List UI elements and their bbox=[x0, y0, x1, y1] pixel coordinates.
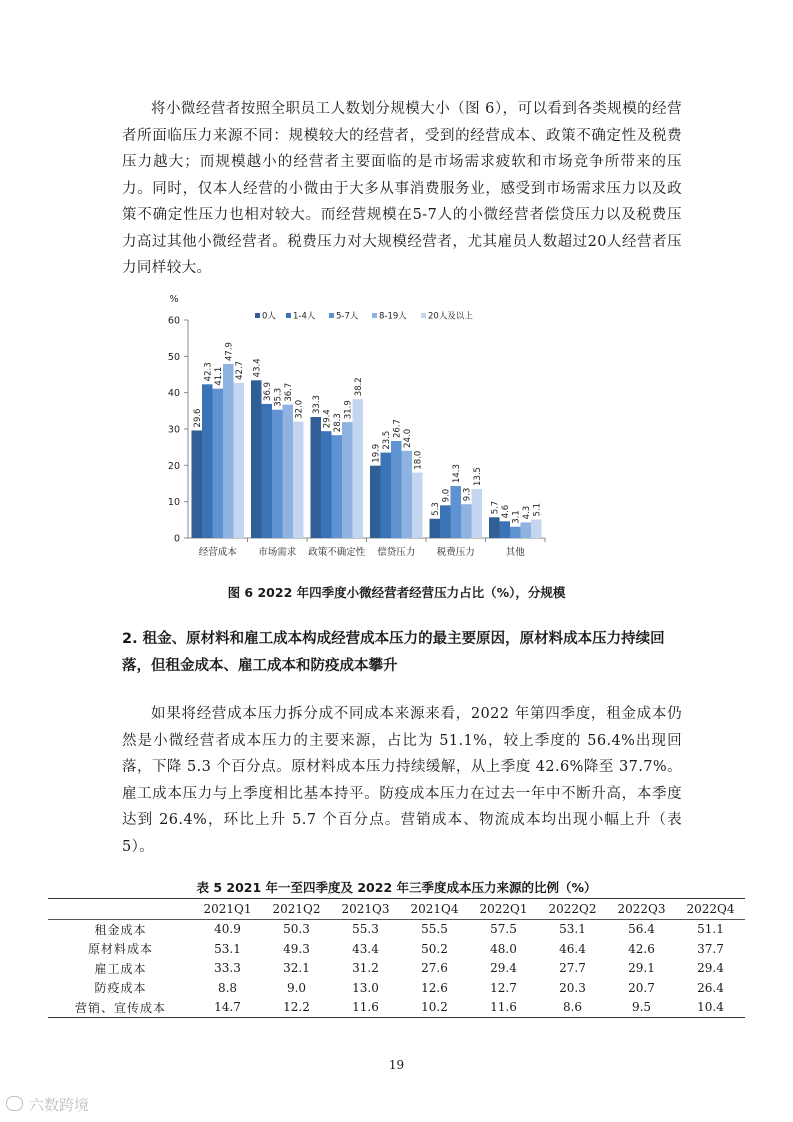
y-axis-label: % bbox=[169, 294, 179, 305]
table-header-cell: 2021Q4 bbox=[400, 899, 469, 920]
data-label: 43.4 bbox=[252, 358, 263, 378]
table-row-label: 营销、宣传成本 bbox=[74, 1000, 166, 1015]
bar bbox=[213, 389, 224, 538]
page-number: 19 bbox=[388, 1058, 405, 1072]
table-cell: 10.2 bbox=[421, 1000, 448, 1015]
bar bbox=[510, 527, 521, 538]
table-cell: 33.3 bbox=[214, 961, 241, 976]
data-label: 5.3 bbox=[430, 502, 441, 516]
data-label: 9.3 bbox=[462, 487, 473, 502]
bar bbox=[391, 441, 402, 538]
table-header-cell: 2021Q1 bbox=[193, 899, 262, 920]
table-row bbox=[48, 978, 745, 998]
legend-label: 20人及以上 bbox=[428, 311, 473, 322]
bar bbox=[353, 399, 364, 538]
table-cell: 40.9 bbox=[214, 922, 241, 937]
table-cell: 10.4 bbox=[697, 1000, 724, 1015]
table-row bbox=[48, 959, 745, 979]
table-cell: 29.4 bbox=[697, 961, 724, 976]
table-header-cell: 2022Q1 bbox=[469, 899, 538, 920]
table-cell: 13.0 bbox=[352, 980, 379, 995]
data-label: 23.5 bbox=[381, 430, 392, 450]
table-row bbox=[48, 998, 745, 1018]
table-cell: 29.4 bbox=[490, 961, 517, 976]
table-row bbox=[48, 939, 745, 959]
x-tick-label: 偿贷压力 bbox=[377, 547, 416, 558]
table-row-label: 防疫成本 bbox=[94, 981, 147, 996]
data-label: 29.4 bbox=[322, 409, 333, 429]
data-label: 18.0 bbox=[413, 450, 424, 470]
bar bbox=[461, 504, 472, 538]
legend-label: 1-4人 bbox=[293, 311, 316, 322]
bar bbox=[412, 473, 423, 538]
data-label: 19.9 bbox=[371, 443, 382, 463]
data-label: 28.3 bbox=[332, 413, 343, 433]
table-header-cell: 2022Q2 bbox=[538, 899, 607, 920]
bar bbox=[234, 383, 245, 538]
table-cell: 53.1 bbox=[559, 922, 586, 937]
y-tick-label: 0 bbox=[173, 533, 180, 545]
bar bbox=[430, 519, 441, 538]
bar bbox=[451, 486, 462, 538]
y-tick-label: 40 bbox=[167, 388, 180, 400]
table-cell: 26.4 bbox=[697, 980, 724, 995]
table-cell: 49.3 bbox=[283, 941, 310, 956]
table-cell: 9.0 bbox=[286, 980, 307, 995]
bar bbox=[311, 417, 322, 538]
data-label: 35.3 bbox=[273, 387, 284, 407]
figure-caption: 图 6 2022 年四季度小微经营者经营压力占比（%），分规模 bbox=[227, 585, 566, 600]
x-tick-label: 市场需求 bbox=[258, 547, 297, 558]
bar bbox=[332, 435, 343, 538]
x-tick-label: 税费压力 bbox=[436, 547, 475, 558]
bar bbox=[381, 453, 392, 538]
legend-label: 5-7人 bbox=[336, 311, 359, 322]
table-cell: 27.7 bbox=[559, 961, 586, 976]
table-cell: 12.6 bbox=[421, 980, 448, 995]
bar bbox=[321, 431, 332, 538]
bar bbox=[342, 422, 353, 538]
legend-swatch bbox=[372, 313, 377, 318]
table-cell: 51.1 bbox=[697, 922, 724, 937]
bar bbox=[223, 364, 234, 538]
table-cell: 53.1 bbox=[214, 941, 241, 956]
bar bbox=[192, 430, 203, 538]
table-row-label: 雇工成本 bbox=[94, 961, 147, 976]
table-header-cell: 2021Q3 bbox=[331, 899, 400, 920]
bar bbox=[202, 384, 213, 538]
table-cell: 50.2 bbox=[421, 941, 448, 956]
table-cell: 37.7 bbox=[697, 941, 724, 956]
data-label: 42.7 bbox=[234, 360, 245, 380]
table-cell: 27.6 bbox=[421, 961, 448, 976]
table-header-cell: 2022Q3 bbox=[607, 899, 676, 920]
y-tick-label: 30 bbox=[167, 424, 180, 436]
data-label: 31.9 bbox=[343, 400, 354, 420]
bar bbox=[272, 410, 283, 538]
table-header-cell: 2021Q2 bbox=[262, 899, 331, 920]
table-cell: 8.8 bbox=[217, 980, 238, 995]
table-cell: 57.5 bbox=[490, 922, 517, 937]
legend-label: 8-19人 bbox=[379, 311, 407, 322]
table-row bbox=[48, 919, 745, 939]
table-caption: 表 5 2021 年一至四季度及 2022 年三季度成本压力来源的比例（%） bbox=[196, 880, 597, 895]
data-label: 47.9 bbox=[224, 342, 235, 361]
table-body bbox=[48, 919, 745, 1018]
legend-label: 0人 bbox=[262, 311, 276, 322]
table-cell: 20.3 bbox=[559, 980, 586, 995]
table-header-row bbox=[48, 899, 745, 920]
bar bbox=[402, 451, 413, 538]
y-tick-label: 10 bbox=[167, 497, 180, 509]
table-cell: 8.6 bbox=[562, 1000, 583, 1015]
data-label: 32.0 bbox=[294, 399, 305, 419]
watermark-logo-icon bbox=[6, 1096, 23, 1111]
table-cell: 9.5 bbox=[631, 1000, 652, 1015]
table-cell: 56.4 bbox=[628, 922, 655, 937]
table-row-label: 原材料成本 bbox=[87, 942, 153, 957]
table-cell: 55.5 bbox=[421, 922, 448, 937]
table-cell: 12.2 bbox=[283, 1000, 310, 1015]
y-tick-label: 20 bbox=[167, 460, 180, 472]
data-label: 14.3 bbox=[451, 464, 462, 484]
table-cell: 11.6 bbox=[490, 1000, 517, 1015]
paragraph-cost-sources: 如果将经营成本压力拆分成不同成本来源来看，2022 年第四季度，租金成本仍然是小微经营者成本压力的主要来源，占比为 51.1%，较上季度的 56.4%出现回落，下降 5.3 个百分点。原材料成本压力持续缓解，从上季度 42.6%降至 37.7%。雇工成本压力与上季度相比基本持平。防疫成本压力在过去一年中不断升高，本季度达到 26.4%，环比上升 5.7 个百分点。营销成本、物流成本均出现小幅上升（表 5）。 bbox=[122, 706, 682, 855]
y-tick-label: 60 bbox=[167, 315, 180, 327]
cost-pressure-table bbox=[48, 898, 745, 1018]
table-cell: 48.0 bbox=[490, 941, 517, 956]
data-label: 36.9 bbox=[262, 381, 273, 401]
bar bbox=[283, 405, 294, 538]
x-tick-label: 经营成本 bbox=[198, 547, 237, 558]
data-label: 26.7 bbox=[392, 419, 403, 438]
section-heading: 2. 租金、原材料和雇工成本构成经营成本压力的最主要原因，原材料成本压力持续回落，但租金成本、雇工成本和防疫成本攀升 bbox=[122, 631, 665, 674]
table-cell: 31.2 bbox=[352, 961, 379, 976]
data-label: 41.1 bbox=[213, 366, 224, 386]
x-tick-label: 其他 bbox=[505, 547, 525, 558]
data-label: 42.3 bbox=[203, 362, 214, 382]
table-corner-cell bbox=[48, 899, 193, 920]
legend-swatch bbox=[255, 313, 260, 318]
table-cell: 46.4 bbox=[559, 941, 586, 956]
data-label: 4.6 bbox=[500, 504, 511, 519]
data-label: 38.2 bbox=[353, 377, 364, 397]
bar bbox=[531, 519, 542, 538]
bar bbox=[440, 505, 451, 538]
legend-swatch bbox=[329, 313, 334, 318]
bar bbox=[489, 517, 500, 538]
data-label: 5.7 bbox=[490, 500, 501, 515]
table-cell: 14.7 bbox=[214, 1000, 241, 1015]
table-row-label: 租金成本 bbox=[94, 922, 147, 937]
table-cell: 42.6 bbox=[628, 941, 655, 956]
table-cell: 50.3 bbox=[283, 922, 310, 937]
legend-swatch bbox=[421, 313, 426, 318]
data-label: 36.7 bbox=[283, 382, 294, 402]
table-cell: 11.6 bbox=[352, 1000, 379, 1015]
bar bbox=[262, 404, 273, 538]
data-label: 5.1 bbox=[532, 502, 543, 517]
bar bbox=[500, 521, 511, 538]
table-cell: 20.7 bbox=[628, 980, 655, 995]
legend-swatch bbox=[286, 313, 291, 318]
table-cell: 29.1 bbox=[628, 961, 655, 976]
pressure-by-scale-chart bbox=[150, 290, 550, 570]
chart-legend bbox=[255, 311, 473, 322]
table-cell: 55.3 bbox=[352, 922, 379, 937]
data-label: 13.5 bbox=[472, 467, 483, 486]
chart-data-labels bbox=[193, 342, 543, 524]
data-label: 29.6 bbox=[192, 408, 203, 428]
y-tick-label: 50 bbox=[167, 351, 180, 363]
paragraph-scale-analysis: 将小微经营者按照全职员工人数划分规模大小（图 6），可以看到各类规模的经营者所面临压力来源不同：规模较大的经营者，受到的经营成本、政策不确定性及税费压力越大；而规模越小的经营者主要面临的是市场需求疲软和市场竞争所带来的压力。同时，仅本人经营的小微由于大多从事消费服务业，感受到市场需求压力以及政策不确定性压力也相对较大。而经营规模在5-7人的小微经营者偿贷压力以及税费压力高过其他小微经营者。税费压力对大规模经营者，尤其雇员人数超过20人经营者压力同样较大。 bbox=[122, 101, 682, 276]
table-cell: 43.4 bbox=[352, 941, 379, 956]
bar bbox=[521, 522, 532, 538]
table-cell: 12.7 bbox=[490, 980, 517, 995]
bar bbox=[251, 380, 262, 538]
bar bbox=[472, 489, 483, 538]
data-label: 33.3 bbox=[311, 395, 322, 415]
table-header-cell: 2022Q4 bbox=[676, 899, 745, 920]
table-cell: 32.1 bbox=[283, 961, 310, 976]
data-label: 3.1 bbox=[511, 510, 522, 524]
watermark-text: 六数跨境 bbox=[29, 1096, 90, 1114]
watermark bbox=[6, 1094, 89, 1115]
x-tick-label: 政策不确定性 bbox=[308, 547, 366, 558]
data-label: 24.0 bbox=[402, 428, 413, 448]
data-label: 9.0 bbox=[441, 488, 452, 503]
data-label: 4.3 bbox=[521, 505, 532, 520]
bar bbox=[370, 466, 381, 538]
chart-bars bbox=[192, 364, 542, 538]
bar bbox=[293, 422, 304, 538]
